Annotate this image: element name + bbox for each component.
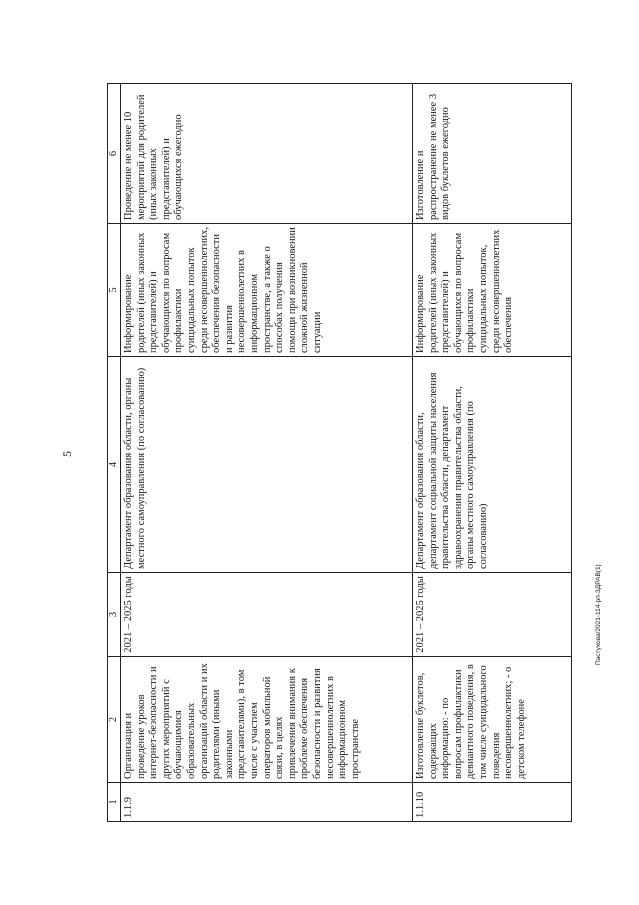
executors: Департамент образования области, департамент социальной защиты населения правительства области, департамент здравоохранения правительства области, органы местного самоуправления (по согласованию) — [413, 357, 572, 573]
row-number: 1.1.9 — [121, 783, 413, 822]
deadline: 2021 – 2025 годы — [121, 573, 413, 657]
column-number: 4 — [108, 357, 121, 573]
measure-name: Организация и проведение уроков интернет-безопасности и других мероприятий с обучающимися образовательных организаций области и их родителями (иными законными представителями), в том числе с участием операторов мобильной связи, в целях привлечения внимания к проблеме обеспечения безопасности и развития несовершеннолетних в информационном пространстве — [121, 657, 413, 783]
column-number: 3 — [108, 573, 121, 657]
row-number: 1.1.10 — [413, 783, 572, 822]
footer-code: Пастухова/2021-114-рп-ЗДРАВ(1) — [595, 564, 602, 665]
program-table-rotated — [107, 84, 572, 822]
column-number: 6 — [108, 84, 121, 224]
expected-result: Информирование родителей (иных законных представителей) и обучающихся по вопросам профилактики суицидальных попыток среди несовершеннолетних, обеспечения безопасности и развития несовершеннолетних в информационном пространстве, а также о способах получения помощи при возникновении сложной жизненной ситуации — [121, 224, 413, 357]
indicator: Проведение не менее 10 мероприятий для родителей (иных законных представителей) и обучающихся ежегодно — [121, 84, 413, 224]
column-number: 1 — [108, 783, 121, 822]
indicator: Изготовление и распространение не менее 3 видов буклетов ежегодно — [413, 84, 572, 224]
column-number-row — [108, 84, 121, 822]
expected-result: Информирование родителей (иных законных представителей) и обучающихся по вопросам профилактики суицидальных попыток, среди несовершеннолетних обеспечения — [413, 224, 572, 357]
column-number: 2 — [108, 657, 121, 783]
measure-name: Изготовление буклетов, содержащих информацию: - по вопросам профилактики девиантного поведения, в том числе суицидального поведения несовершеннолетних; - о детском телефоне — [413, 657, 572, 783]
executors: Департамент образования области, органы местного самоуправления (по согласованию) — [121, 357, 413, 573]
table-row — [413, 84, 572, 822]
deadline: 2021 – 2025 годы — [413, 573, 572, 657]
table-row — [121, 84, 413, 822]
page-number: 5 — [60, 451, 74, 457]
column-number: 5 — [108, 224, 121, 357]
program-table — [107, 83, 572, 822]
